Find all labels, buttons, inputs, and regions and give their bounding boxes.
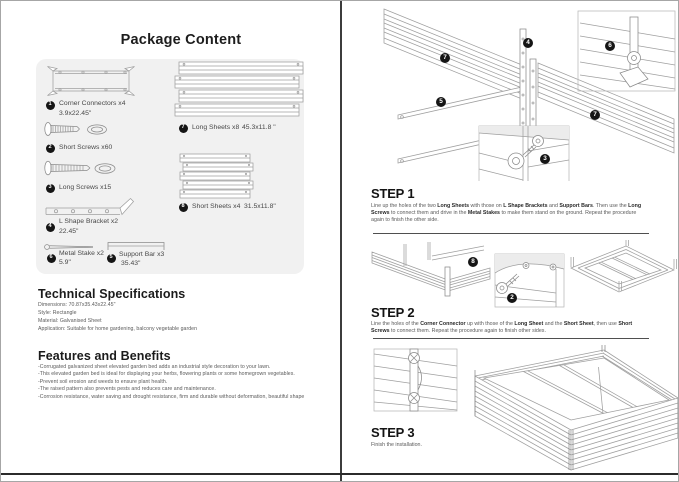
item-6-badge: 6 <box>47 254 56 263</box>
step2-badge-short-screw: 2 <box>507 293 517 303</box>
center-divider <box>340 1 342 482</box>
step1-badge-long-screw: 3 <box>540 154 550 164</box>
step3-diagram <box>342 344 679 482</box>
step1-text: Line up the holes of the two Long Sheets with those on L Shape Brackets and Support Bars. Then use the Long Screws to connect them and drive in the Metal Stakes to make them stand on the ground. Repeat the procedure again to finish the other side. <box>371 203 642 223</box>
item-3-badge: 3 <box>46 184 55 193</box>
bottom-rule <box>1 473 679 475</box>
specs-heading: Technical Specifications <box>38 287 186 301</box>
item-1-label: Corner Connectors x4 <box>59 100 126 107</box>
feature-line: -Prevent soil erosion and weeds to ensure plant health. <box>38 378 168 385</box>
item-2-badge: 2 <box>46 144 55 153</box>
corner-connector-drawing <box>45 64 137 98</box>
step1-badge-long-sheet-2: 7 <box>590 110 600 120</box>
item-8-badge: 8 <box>179 203 188 212</box>
step2-badge-short-sheet: 8 <box>468 257 478 267</box>
spec-line: Application: Suitable for home gardening, balcony vegetable garden <box>38 326 198 332</box>
feature-line: -The raised pattern also prevents pests and reduces care and maintenance. <box>38 386 216 392</box>
feature-line: -Corrosion resistance, water saving and drought resistance, firm and durable without deformation, beautiful shape <box>38 393 305 400</box>
long-sheets-drawing <box>173 61 305 119</box>
spec-line: Dimensions: 70.87x35.43x22.45" <box>38 302 116 308</box>
feature-line: -Corrugated galvanized sheet elevated garden bed adds an industrial style decoration to your lawn. <box>38 363 271 370</box>
item-6-size: 5.9" <box>59 259 71 266</box>
short-screw-drawing <box>43 121 113 138</box>
spec-line: Style: Rectangle <box>38 310 77 316</box>
item-1-size: 3.9x22.45" <box>59 109 92 117</box>
item-1-badge: 1 <box>46 101 55 110</box>
features-heading: Features and Benefits <box>38 349 171 363</box>
divider-1 <box>373 233 649 234</box>
divider-2 <box>373 338 649 339</box>
item-4-badge: 4 <box>46 223 55 232</box>
item-6-label: Metal Stake x2 <box>59 249 104 257</box>
item-5-badge: 5 <box>107 254 116 263</box>
item-2-label: Short Screws x60 <box>59 143 113 151</box>
item-4-size: 22.45" <box>59 227 79 235</box>
l-bracket-drawing <box>43 197 137 219</box>
item-8-size: 31.5x11.8" <box>244 202 276 210</box>
step1-diagram <box>342 1 679 181</box>
item-8-label: Short Sheets x4 <box>192 202 241 210</box>
step1-badge-long-sheet: 7 <box>440 53 450 63</box>
page-title: Package Content <box>120 32 242 48</box>
instructions-column <box>342 1 679 482</box>
item-7-size: 45.3x11.8 " <box>242 124 276 131</box>
step2-text: Line the holes of the Corner Connector up with those of the Long Sheet and the Short Sheet, then use Short Screws to connect them. Repeat the procedure again to finish other sides. <box>371 321 633 334</box>
step1-title: STEP 1 <box>371 186 415 201</box>
item-4-label: L Shape Bracket x2 <box>59 218 119 225</box>
item-5-size: 35.43" <box>121 260 141 267</box>
step1-badge-support-bar: 5 <box>436 97 446 107</box>
spec-line: Material: Galvanised Sheet <box>38 318 102 324</box>
step2-title: STEP 2 <box>371 305 415 320</box>
item-3-label: Long Screws x15 <box>59 183 112 191</box>
item-7-badge: 7 <box>179 124 188 133</box>
step3-title: STEP 3 <box>371 425 415 440</box>
item-7-label: Long Sheets x8 <box>192 124 240 131</box>
feature-line: -This elevated garden bed is ideal for displaying your herbs, flowering plants or some homegrown vegetables. <box>38 371 295 377</box>
step1-badge-metal-stake: 6 <box>605 41 615 51</box>
long-screw-drawing <box>43 159 123 178</box>
item-5-label: Support Bar x3 <box>119 250 165 258</box>
step3-text: Finish the installation. <box>371 442 422 448</box>
short-sheets-drawing <box>178 153 256 200</box>
step1-badge-l-bracket: 4 <box>523 38 533 48</box>
